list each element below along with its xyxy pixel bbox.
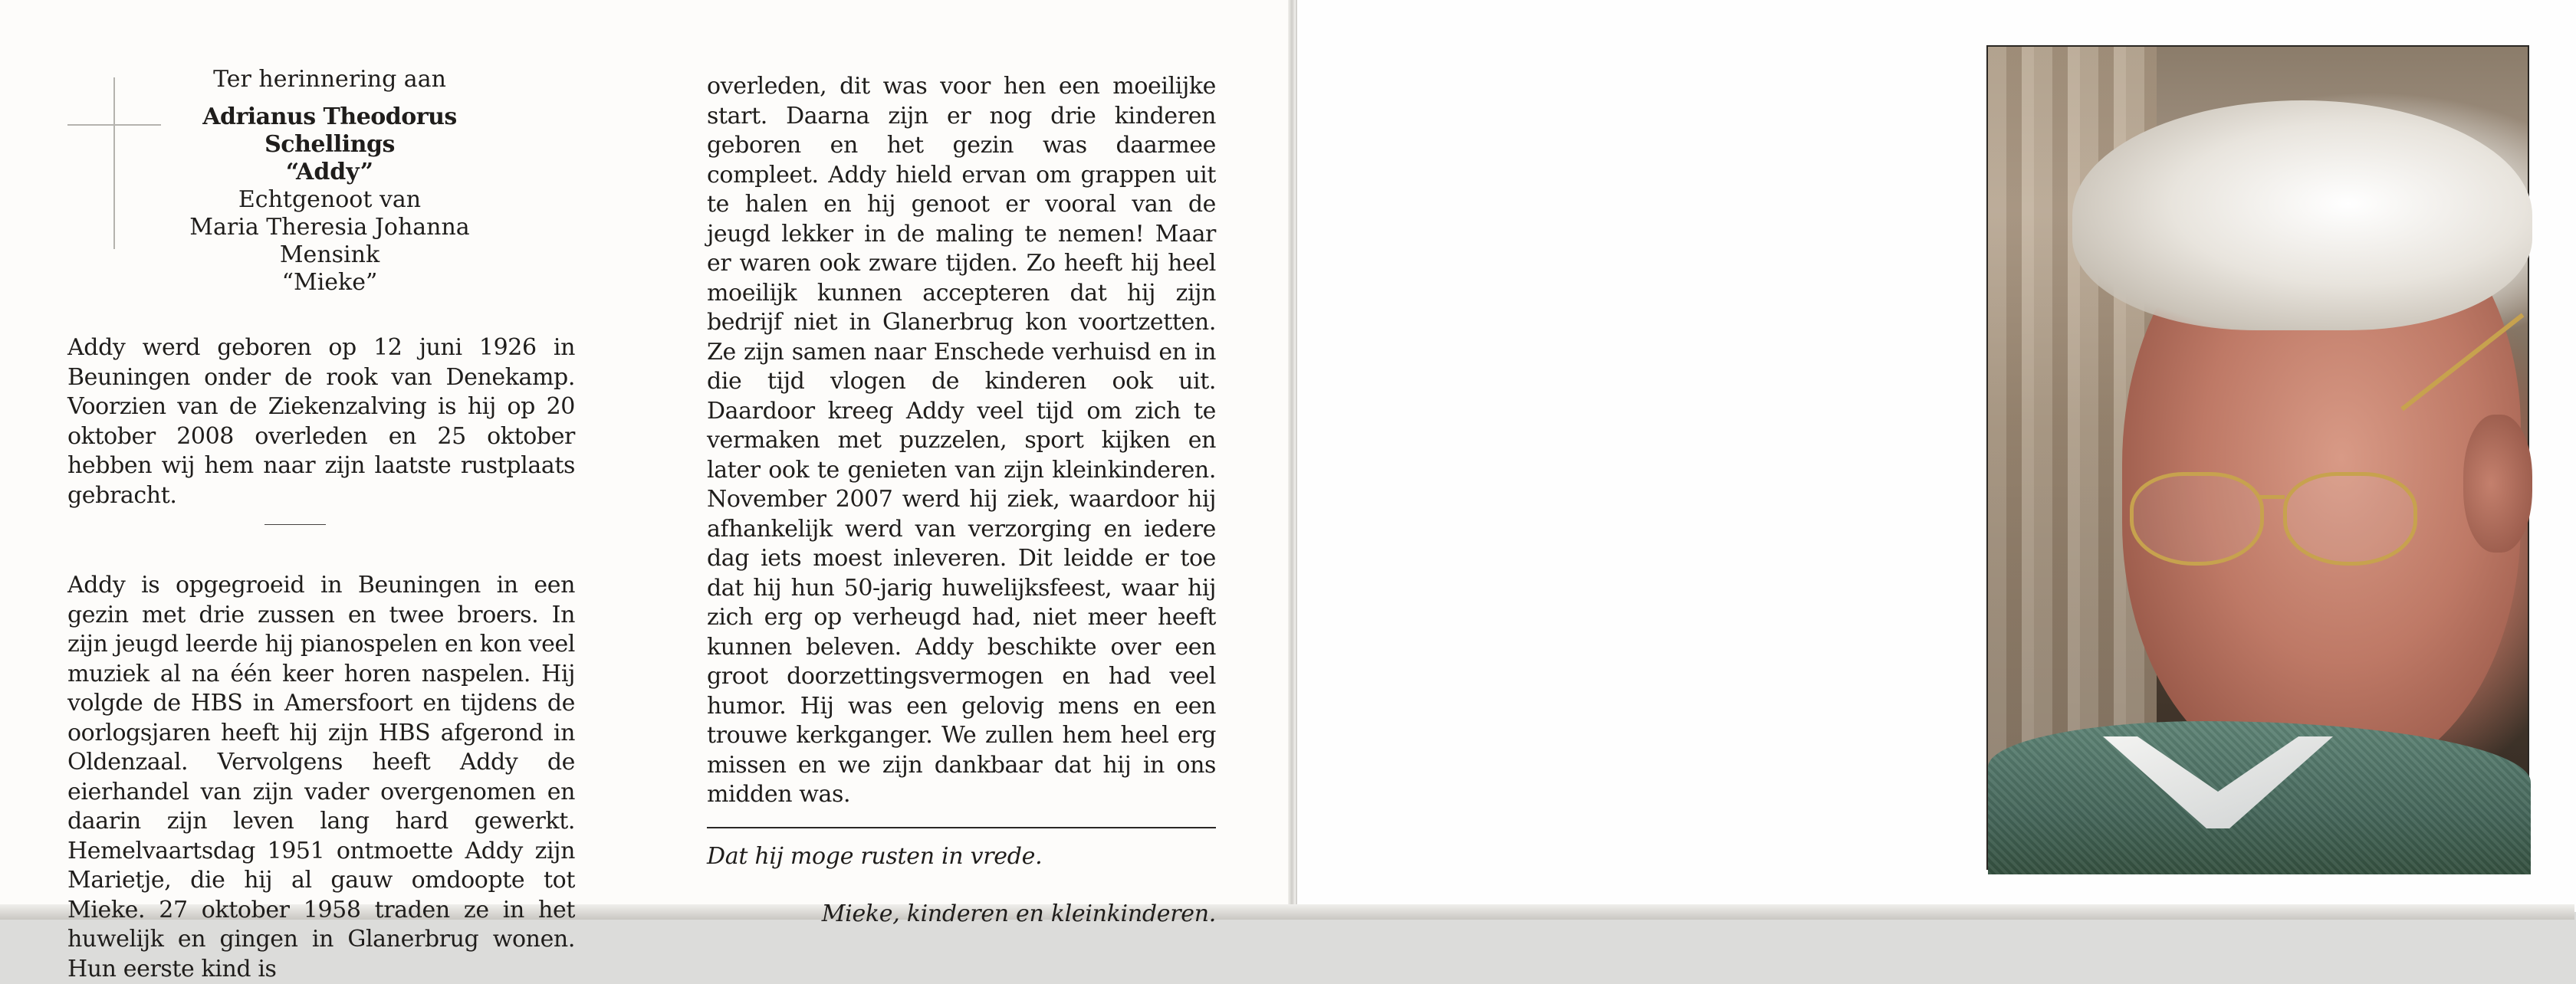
biography-paragraph-life: Addy is opgegroeid in Beuningen in een gezin met drie zussen en twee broers. In zijn jeugd leerde hij pianospelen en kon veel muziek al na één keer horen naspelen. Hij volgde de HBS in Amersfoort en tijdens de oorlogsjaren heeft hij zijn HBS afgerond in Oldenzaal. Vervolgens heeft Addy de eierhandel van zijn vader overgenomen en daarin zijn leven lang hard gewerkt. Hemelvaartsdag 1951 ontmoette Addy zijn Marietje, die hij al gauw omdoopte tot Mieke. 27 oktober 1958 traden ze in het huwelijk en gingen in Glanerbrug wonen. Hun eerste kind is <box>67 572 575 982</box>
deceased-nickname: “Addy” <box>285 159 374 185</box>
portrait-photo <box>1986 45 2529 870</box>
left-column <box>67 66 575 984</box>
blessing-line: Dat hij moge rusten in vrede. <box>707 842 1043 870</box>
glasses-bridge <box>2259 495 2285 499</box>
portrait-hair <box>2072 100 2532 330</box>
biography-paragraph-birth: Addy werd geboren op 12 juni 1926 in Beuningen onder de rook van Denekamp. Voorzien van de Ziekenzalving is hij op 20 oktober 2008 overleden en 25 oktober hebben wij hem naar zijn laatste rustplaats gebracht. <box>67 334 575 509</box>
glasses-lens-right <box>2283 472 2417 566</box>
card-header <box>138 66 521 297</box>
right-column <box>707 72 1216 930</box>
intro-line: Ter herinnering aan <box>213 66 446 93</box>
biography-paragraph-continued: overleden, dit was voor hen een moeilijke start. Daarna zijn er nog drie kinderen geboren en het gezin was daarmee compleet. Addy hield ervan om grappen uit te halen en hij genoot er vooral van de jeugd lekker in de maling te nemen! Maar er waren ook zware tijden. Zo heeft hij heel moeilijk kunnen accepteren dat hij zijn bedrijf niet in Glanerbrug kon voortzetten. Ze zijn samen naar Enschede verhuisd en in die tijd vlogen de kinderen ook uit. Daardoor kreeg Addy veel tijd om zich te vermaken met puzzelen, sport kijken en later ook te genieten van zijn kleinkinderen. November 2007 werd hij ziek, waardoor hij afhankelijk werd van verzorging en iedere dag iets moest inleveren. Dit leidde er toe dat hij hun 50-jarig huwelijksfeest, waar hij zich erg op verheugd had, niet meer heeft kunnen beleven. Addy beschikte over een groot doorzettingsvermogen en had veel humor. Hij was een gelovig mens en een trouwe kerkganger. We zullen hem heel erg missen en we zijn dankbaar dat hij in ons midden was. <box>707 73 1216 808</box>
glasses-icon <box>2130 472 2413 572</box>
family-signature: Mieke, kinderen en kleinkinderen. <box>821 900 1216 927</box>
closing-divider <box>707 827 1216 828</box>
spouse-nickname: “Mieke” <box>281 269 378 296</box>
glasses-lens-left <box>2130 472 2264 566</box>
relation-line: Echtgenoot van <box>238 186 422 213</box>
deceased-name: Adrianus Theodorus Schellings <box>202 103 457 158</box>
short-divider <box>264 524 326 525</box>
portrait-ear <box>2463 415 2532 553</box>
spouse-name: Maria Theresia Johanna Mensink <box>189 214 470 268</box>
card-fold <box>1288 0 1296 920</box>
